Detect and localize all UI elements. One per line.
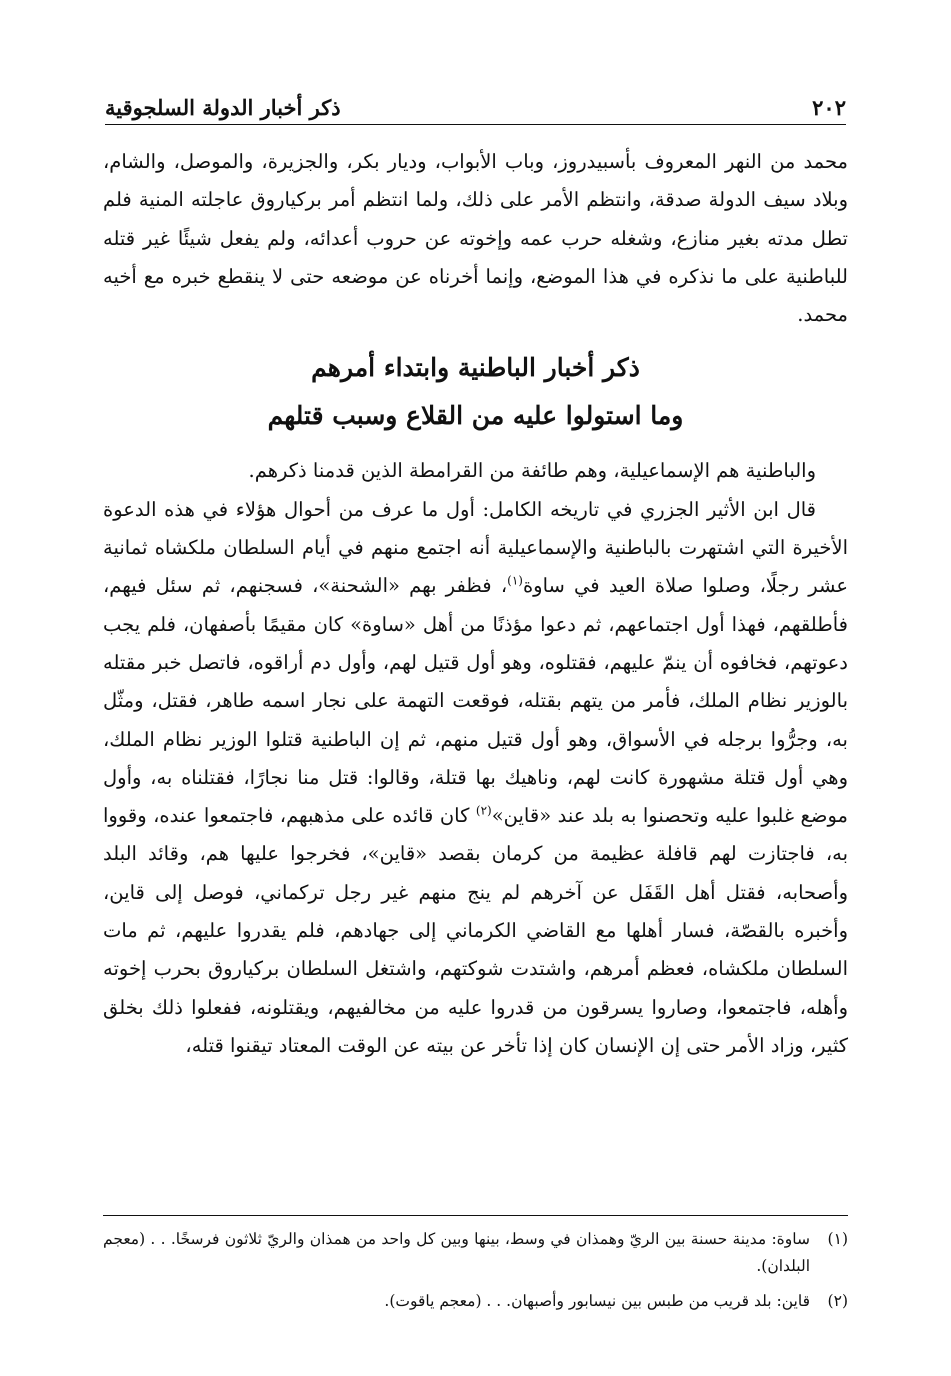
section-title-line-1: ذكر أخبار الباطنية وابتداء أمرهم — [311, 353, 640, 383]
footnotes — [103, 1215, 848, 1323]
footnote-text: ساوة: مدينة حسنة بين الريّ وهمذان في وسط، بينها وبين كل واحد من همذان والريّ ثلاثون فرسخًا. . . (معجم البلدان). — [103, 1230, 810, 1275]
paragraph-batiniyya-definition: والباطنية هم الإسماعيلية، وهم طائفة من القرامطة الذين قدمنا ذكرهم. — [248, 459, 816, 483]
footnote-number: (٢) — [827, 1292, 848, 1310]
section-heading — [103, 344, 848, 440]
footnote-item — [103, 1226, 848, 1280]
paragraph-ibn-al-athir — [103, 491, 848, 1065]
running-title: ذكر أخبار الدولة السلجوقية — [105, 95, 341, 120]
intro-paragraph: محمد من النهر المعروف بأسبيدروز، وباب الأبواب، وديار بكر، والجزيرة، والموصل، والشام، وبلاد سيف الدولة صدقة، وانتظم الأمر على ذلك، ولما انتظم أمر بركياروق عاجلته المنية فلم تطل مدته بغير منازع، وشغله حرب عمه وإخوته عن حروب أعدائه، ولم يفعل شيئًا غير قتله للباطنية على ما نذكره في هذا الموضع، وإنما أخرناه عن موضعه حتى لا ينقطع خبره مع أخيه محمد. — [103, 150, 848, 327]
section-title-line-2: وما استولوا عليه من القلاع وسبب قتلهم — [267, 401, 684, 431]
page-number: ٢٠٢ — [812, 95, 846, 120]
paragraph-text-part-2: ، فظفر بهم «الشحنة»، فسجنهم، ثم سئل فيهم، فأطلقهم، فهذا أول اجتماعهم، ثم دعوا مؤذنًا من أهل «ساوة» كان مقيمًا بأصفهان، فلم يجب دعوتهم، فخافوه أن ينمّ عليهم، فقتلوه، وهو أول قتيل لهم، وأول دم أراقوه، فاتصل خبر مقتله بالوزير نظام الملك، فأمر من يتهم بقتله، فوقعت التهمة على نجار اسمه طاهر، فقتل، ومثّل به، وجرُّوا برجله في الأسواق، وهو أول قتيل منهم، ثم إن الباطنية قتلوا الوزير نظام الملك، وهي أول قتلة مشهورة كانت لهم، وناهيك بها قتلة، وقالوا: قتل منا نجارًا، فقتلناه به، وأول موضع غلبوا عليه وتحصنوا به بلد عند «قاين» — [103, 574, 848, 828]
main-text — [103, 143, 848, 1065]
footnote-ref-1: (١) — [507, 573, 523, 588]
running-header — [105, 80, 846, 125]
footnote-number: (١) — [827, 1230, 848, 1248]
paragraph-text-part-3: كان قائده على مذهبهم، فاجتمعوا عنده، وقووا به، فاجتازت لهم قافلة عظيمة من كرمان بقصد «قاين»، فخرجوا عليها هم، وقائد البلد وأصحابه، فقتل أهل القَفَل عن آخرهم لم ينج منهم غير رجل تركماني، فوصل إلى قاين، وأخبره بالقصّة، فسار أهلها مع القاضي الكرماني إلى جهادهم، فلم يقدروا عليهم، ثم مات السلطان ملكشاه، فعظم أمرهم، واشتدت شوكتهم، واشتغل السلطان بركياروق بحرب إخوته وأهله، فاجتمعوا، وصاروا يسرقون من قدروا عليه من مخالفيهم، ويقتلونه، ففعلوا ذلك بخلق كثير، وزاد الأمر حتى إن الإنسان كان إذا تأخر عن بيته عن الوقت المعتاد تيقنوا قتله، — [103, 804, 848, 1057]
footnote-item — [103, 1288, 848, 1315]
footnote-text: قاين: بلد قريب من طبس بين نيسابور وأصبهان. . . (معجم ياقوت). — [384, 1292, 810, 1310]
footnote-ref-2: (٢) — [475, 803, 492, 818]
paragraph-text-part-1: قال ابن الأثير الجزري في تاريخه الكامل: أول ما عرف من أحوال هؤلاء في هذه الدعوة الأخيرة التي اشتهرت بالباطنية والإسماعيلية أنه اجتمع منهم في أيام السلطان ملكشاه ثمانية عشر رجلًا، وصلوا صلاة العيد في ساوة — [103, 497, 848, 598]
